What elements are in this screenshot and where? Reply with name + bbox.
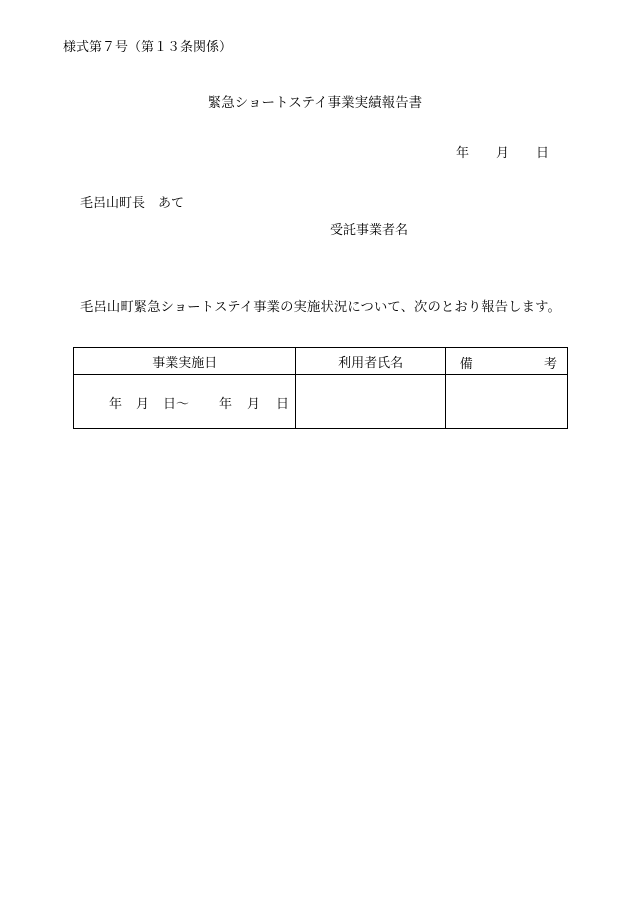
end-day-label: 日 <box>276 397 290 412</box>
header-user-name: 利用者氏名 <box>296 348 445 375</box>
header-period: 事業実施日 <box>74 348 296 375</box>
date-month-label: 月 <box>496 146 510 161</box>
start-month-label: 月 <box>136 397 150 412</box>
header-remarks <box>445 348 567 375</box>
end-year-label: 年 <box>219 397 233 412</box>
date-year-label: 年 <box>456 146 470 161</box>
user-name-cell[interactable] <box>296 375 445 429</box>
header-remarks-right: 考 <box>543 357 557 372</box>
recipient: 毛呂山町長 あて <box>80 196 185 211</box>
body-text: 毛呂山町緊急ショートステイ事業の実施状況について、次のとおり報告します。 <box>80 300 561 315</box>
end-month-label: 月 <box>247 397 261 412</box>
period-cell[interactable] <box>74 375 296 429</box>
header-remarks-left: 備 <box>459 357 473 372</box>
start-day-label: 日～ <box>163 397 190 412</box>
form-number: 様式第７号（第１３条関係） <box>63 40 233 55</box>
date-line <box>456 146 549 162</box>
table-header-row <box>74 348 568 375</box>
table-row <box>74 375 568 429</box>
report-table <box>73 347 568 429</box>
contractor-name-label: 受託事業者名 <box>330 223 409 238</box>
start-year-label: 年 <box>109 397 123 412</box>
document-title: 緊急ショートステイ事業実績報告書 <box>207 95 423 111</box>
date-day-label: 日 <box>536 146 550 161</box>
remarks-cell[interactable] <box>445 375 567 429</box>
